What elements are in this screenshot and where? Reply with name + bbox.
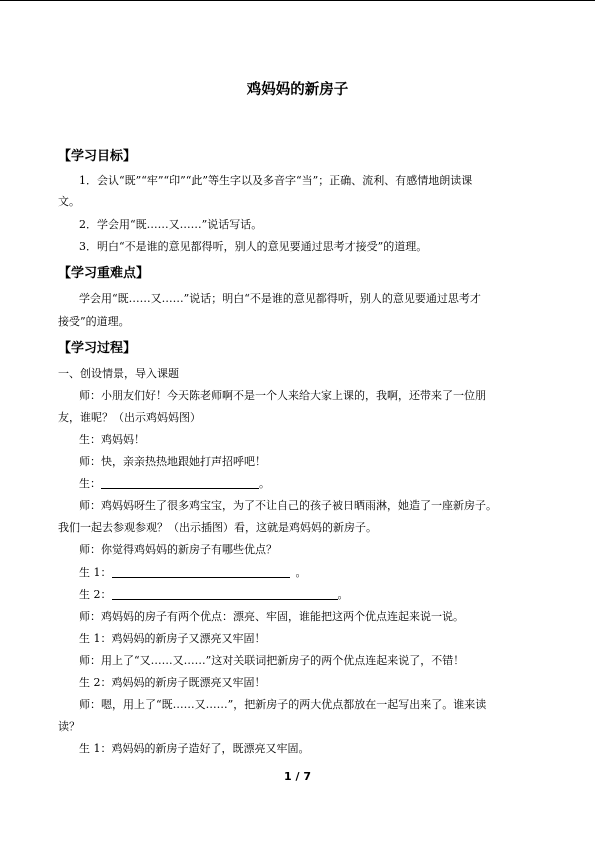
dialogue-line: 师：鸡妈妈呀生了很多鸡宝宝，为了不让自己的孩子被日晒雨淋，她造了一座新房子。: [79, 499, 497, 512]
section-heading-process: 【学习过程】: [58, 341, 137, 356]
section-heading-key-points: 【学习重难点】: [58, 266, 150, 281]
dialogue-line: 师：快，亲亲热热地跟她打声招呼吧！: [79, 455, 266, 468]
goal-1-line-1: 1．会认“既”“牢”“印”“此”等生字以及多音字“当”；正确、流利、有感情地朗读课: [79, 174, 473, 187]
dialogue-line: 我们一起去参观参观？（出示插图）看，这就是鸡妈妈的新房子。: [58, 521, 377, 534]
answer-blank[interactable]: [112, 588, 338, 600]
line-end-mark: 。: [295, 566, 307, 579]
dialogue-line: 师：用上了“又……又……”这对关联词把新房子的两个优点连起来说了，不错！: [79, 654, 465, 667]
dialogue-line-with-blank: [79, 477, 270, 491]
dialogue-line: 生 1：鸡妈妈的新房子又漂亮又牢固！: [79, 632, 266, 645]
line-end-mark: 。: [337, 588, 349, 601]
speaker-label: 生 1：: [79, 566, 112, 579]
section-heading-goals: 【学习目标】: [58, 149, 137, 164]
dialogue-line-with-blank: [79, 588, 349, 602]
answer-blank[interactable]: [101, 477, 259, 489]
dialogue-line: 友，谁呢？（出示鸡妈妈图）: [58, 411, 201, 424]
speaker-label: 生：: [79, 477, 101, 490]
page-number: 1 / 7: [284, 770, 311, 783]
dialogue-line: 生：鸡妈妈！: [79, 433, 145, 446]
document-title: 鸡妈妈的新房子: [246, 82, 349, 98]
goal-1-line-2: 文。: [58, 195, 80, 208]
goal-3: 3．明白“不是谁的意见都得听，别人的意见要通过思考才接受”的道理。: [79, 240, 428, 253]
goal-2: 2．学会用“既……又……”说话写话。: [79, 218, 263, 231]
speaker-label: 生 2：: [79, 588, 112, 601]
key-points-line-2: 接受”的道理。: [58, 315, 130, 328]
top-border-line: [0, 0, 595, 1]
dialogue-line: 生 1：鸡妈妈的新房子造好了，既漂亮又牢固。: [79, 742, 310, 755]
dialogue-line-with-blank: [79, 566, 307, 580]
dialogue-line: 师：嗯，用上了“既……又……”，把新房子的两大优点都放在一起写出来了。谁来读: [79, 698, 487, 711]
answer-blank[interactable]: [112, 566, 290, 578]
dialogue-line: 师：你觉得鸡妈妈的新房子有哪些优点？: [79, 543, 277, 556]
process-step-1-heading: 一、创设情景，导入课题: [58, 367, 179, 380]
dialogue-line: 生 2：鸡妈妈的新房子既漂亮又牢固！: [79, 676, 266, 689]
line-end-mark: 。: [259, 477, 270, 490]
dialogue-line: 读？: [58, 720, 80, 733]
dialogue-line: 师：鸡妈妈的房子有两个优点：漂亮、牢固，谁能把这两个优点连起来说一说。: [79, 610, 464, 623]
dialogue-line: 师：小朋友们好！今天陈老师啊不是一个人来给大家上课的，我啊，还带来了一位朋: [79, 389, 486, 402]
key-points-line-1: 学会用“既……又……”说话；明白“不是谁的意见都得听，别人的意见要通过思考才: [79, 292, 481, 305]
